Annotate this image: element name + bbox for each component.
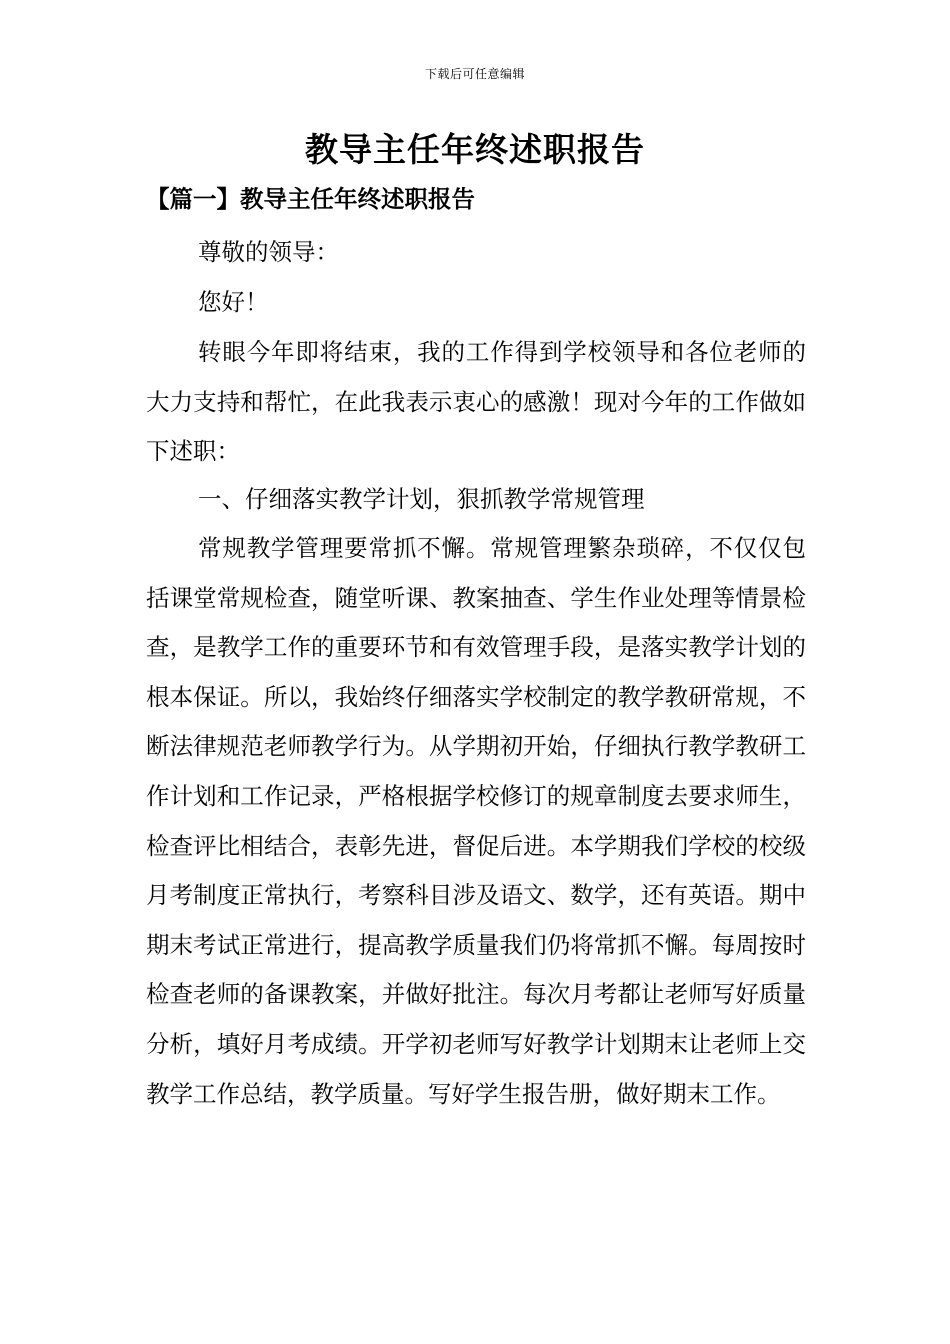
subheading-block <box>146 475 806 525</box>
section-heading: 【篇一】教导主任年终述职报告 <box>146 185 475 213</box>
paragraph-1: 常规教学管理要常抓不懈。常规管理繁杂琐碎，不仅仅包括课堂常规检查，随堂听课、教案抽查、学生作业处理等情景检查，是教学工作的重要环节和有效管理手段，是落实教学计划的根本保证。所以，我始终仔细落实学校制定的教学教研常规，不断法律规范老师教学行为。从学期初开始，仔细执行教学教研工作计划和工作记录，严格根据学校修订的规章制度去要求师生，检查评比相结合，表彰先进，督促后进。本学期我们学校的校级月考制度正常执行，考察科目涉及语文、数学，还有英语。期中期末考试正常进行，提高教学质量我们仍将常抓不懈。每周按时检查老师的备课教案，并做好批注。每次月考都让老师写好质量分析，填好月考成绩。开学初老师写好教学计划期末让老师上交教学工作总结，教学质量。写好学生报告册，做好期末工作。 <box>146 534 806 1108</box>
salutation: 尊敬的领导： <box>198 238 339 266</box>
subheading-1: 一、仔细落实教学计划，狠抓教学常规管理 <box>198 485 645 513</box>
intro-block <box>146 328 806 477</box>
salutation-block <box>146 228 806 278</box>
header-note: 下载后可任意编辑 <box>424 67 525 81</box>
greeting-block <box>146 278 806 328</box>
intro-paragraph: 转眼今年即将结束，我的工作得到学校领导和各位老师的大力支持和帮忙，在此我表示衷心的感激！现对今年的工作做如下述职： <box>146 338 806 466</box>
greeting: 您好！ <box>198 288 269 316</box>
document-title: 教导主任年终述职报告 <box>305 130 645 169</box>
paragraph-block <box>146 524 806 1119</box>
